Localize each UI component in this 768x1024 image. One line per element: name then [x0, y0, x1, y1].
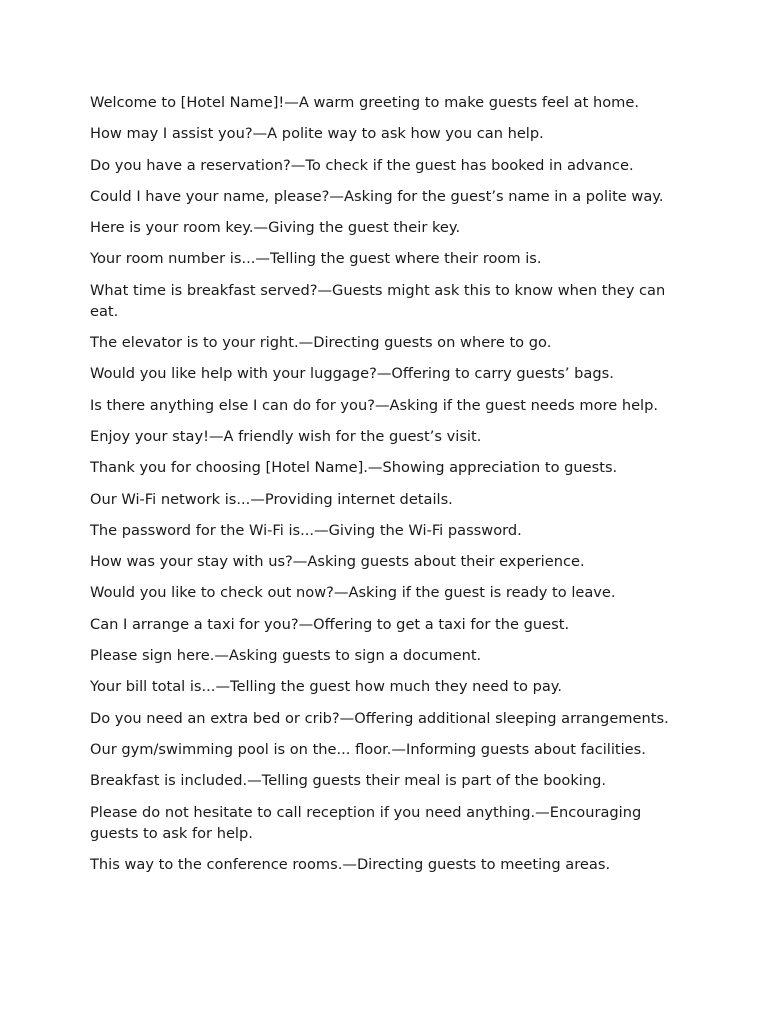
phrase-paragraph: Can I arrange a taxi for you?—Offering to get a taxi for the guest.	[90, 615, 570, 633]
phrase-paragraph: Do you have a reservation?—To check if the guest has booked in advance.	[90, 156, 634, 174]
phrase-paragraph: Do you need an extra bed or crib?—Offering additional sleeping arrangements.	[90, 709, 669, 727]
phrase-paragraph: Is there anything else I can do for you?—Asking if the guest needs more help.	[90, 396, 659, 414]
phrase-paragraph: How was your stay with us?—Asking guests about their experience.	[90, 553, 585, 571]
phrase-paragraph: Welcome to [Hotel Name]!—A warm greeting to make guests feel at home.	[90, 94, 639, 111]
phrase-paragraph: How may I assist you?—A polite way to ask how you can help.	[90, 125, 544, 143]
phrase-paragraph: Your bill total is...—Telling the guest how much they need to pay.	[90, 678, 562, 696]
phrase-paragraph: Our gym/swimming pool is on the... floor.—Informing guests about facilities.	[90, 740, 646, 758]
phrase-paragraph: Would you like help with your luggage?—Offering to carry guests’ bags.	[90, 365, 614, 383]
phrase-paragraph: Enjoy your stay!—A friendly wish for the guest’s visit.	[90, 427, 482, 445]
phrase-paragraph: The password for the Wi-Fi is...—Giving the Wi-Fi password.	[90, 521, 522, 539]
phrase-paragraph: Would you like to check out now?—Asking if the guest is ready to leave.	[90, 584, 616, 602]
phrase-paragraph: Please sign here.—Asking guests to sign a document.	[90, 647, 482, 665]
document-body	[90, 92, 686, 885]
phrase-paragraph: Breakfast is included.—Telling guests their meal is part of the booking.	[90, 772, 606, 790]
phrase-paragraph: Please do not hesitate to call reception if you need anything.—Encouraging guests to ask for help.	[90, 803, 642, 842]
phrase-paragraph: Here is your room key.—Giving the guest their key.	[90, 219, 461, 237]
phrase-paragraph: Could I have your name, please?—Asking for the guest’s name in a polite way.	[90, 187, 664, 205]
phrase-paragraph: Our Wi-Fi network is...—Providing internet details.	[90, 490, 453, 508]
phrase-paragraph: Your room number is...—Telling the guest where their room is.	[90, 250, 542, 268]
phrase-paragraph: What time is breakfast served?—Guests might ask this to know when they can eat.	[90, 281, 666, 320]
phrase-paragraph: This way to the conference rooms.—Directing guests to meeting areas.	[90, 855, 611, 873]
phrase-paragraph: Thank you for choosing [Hotel Name].—Showing appreciation to guests.	[90, 459, 618, 477]
phrase-paragraph: The elevator is to your right.—Directing guests on where to go.	[90, 334, 552, 352]
